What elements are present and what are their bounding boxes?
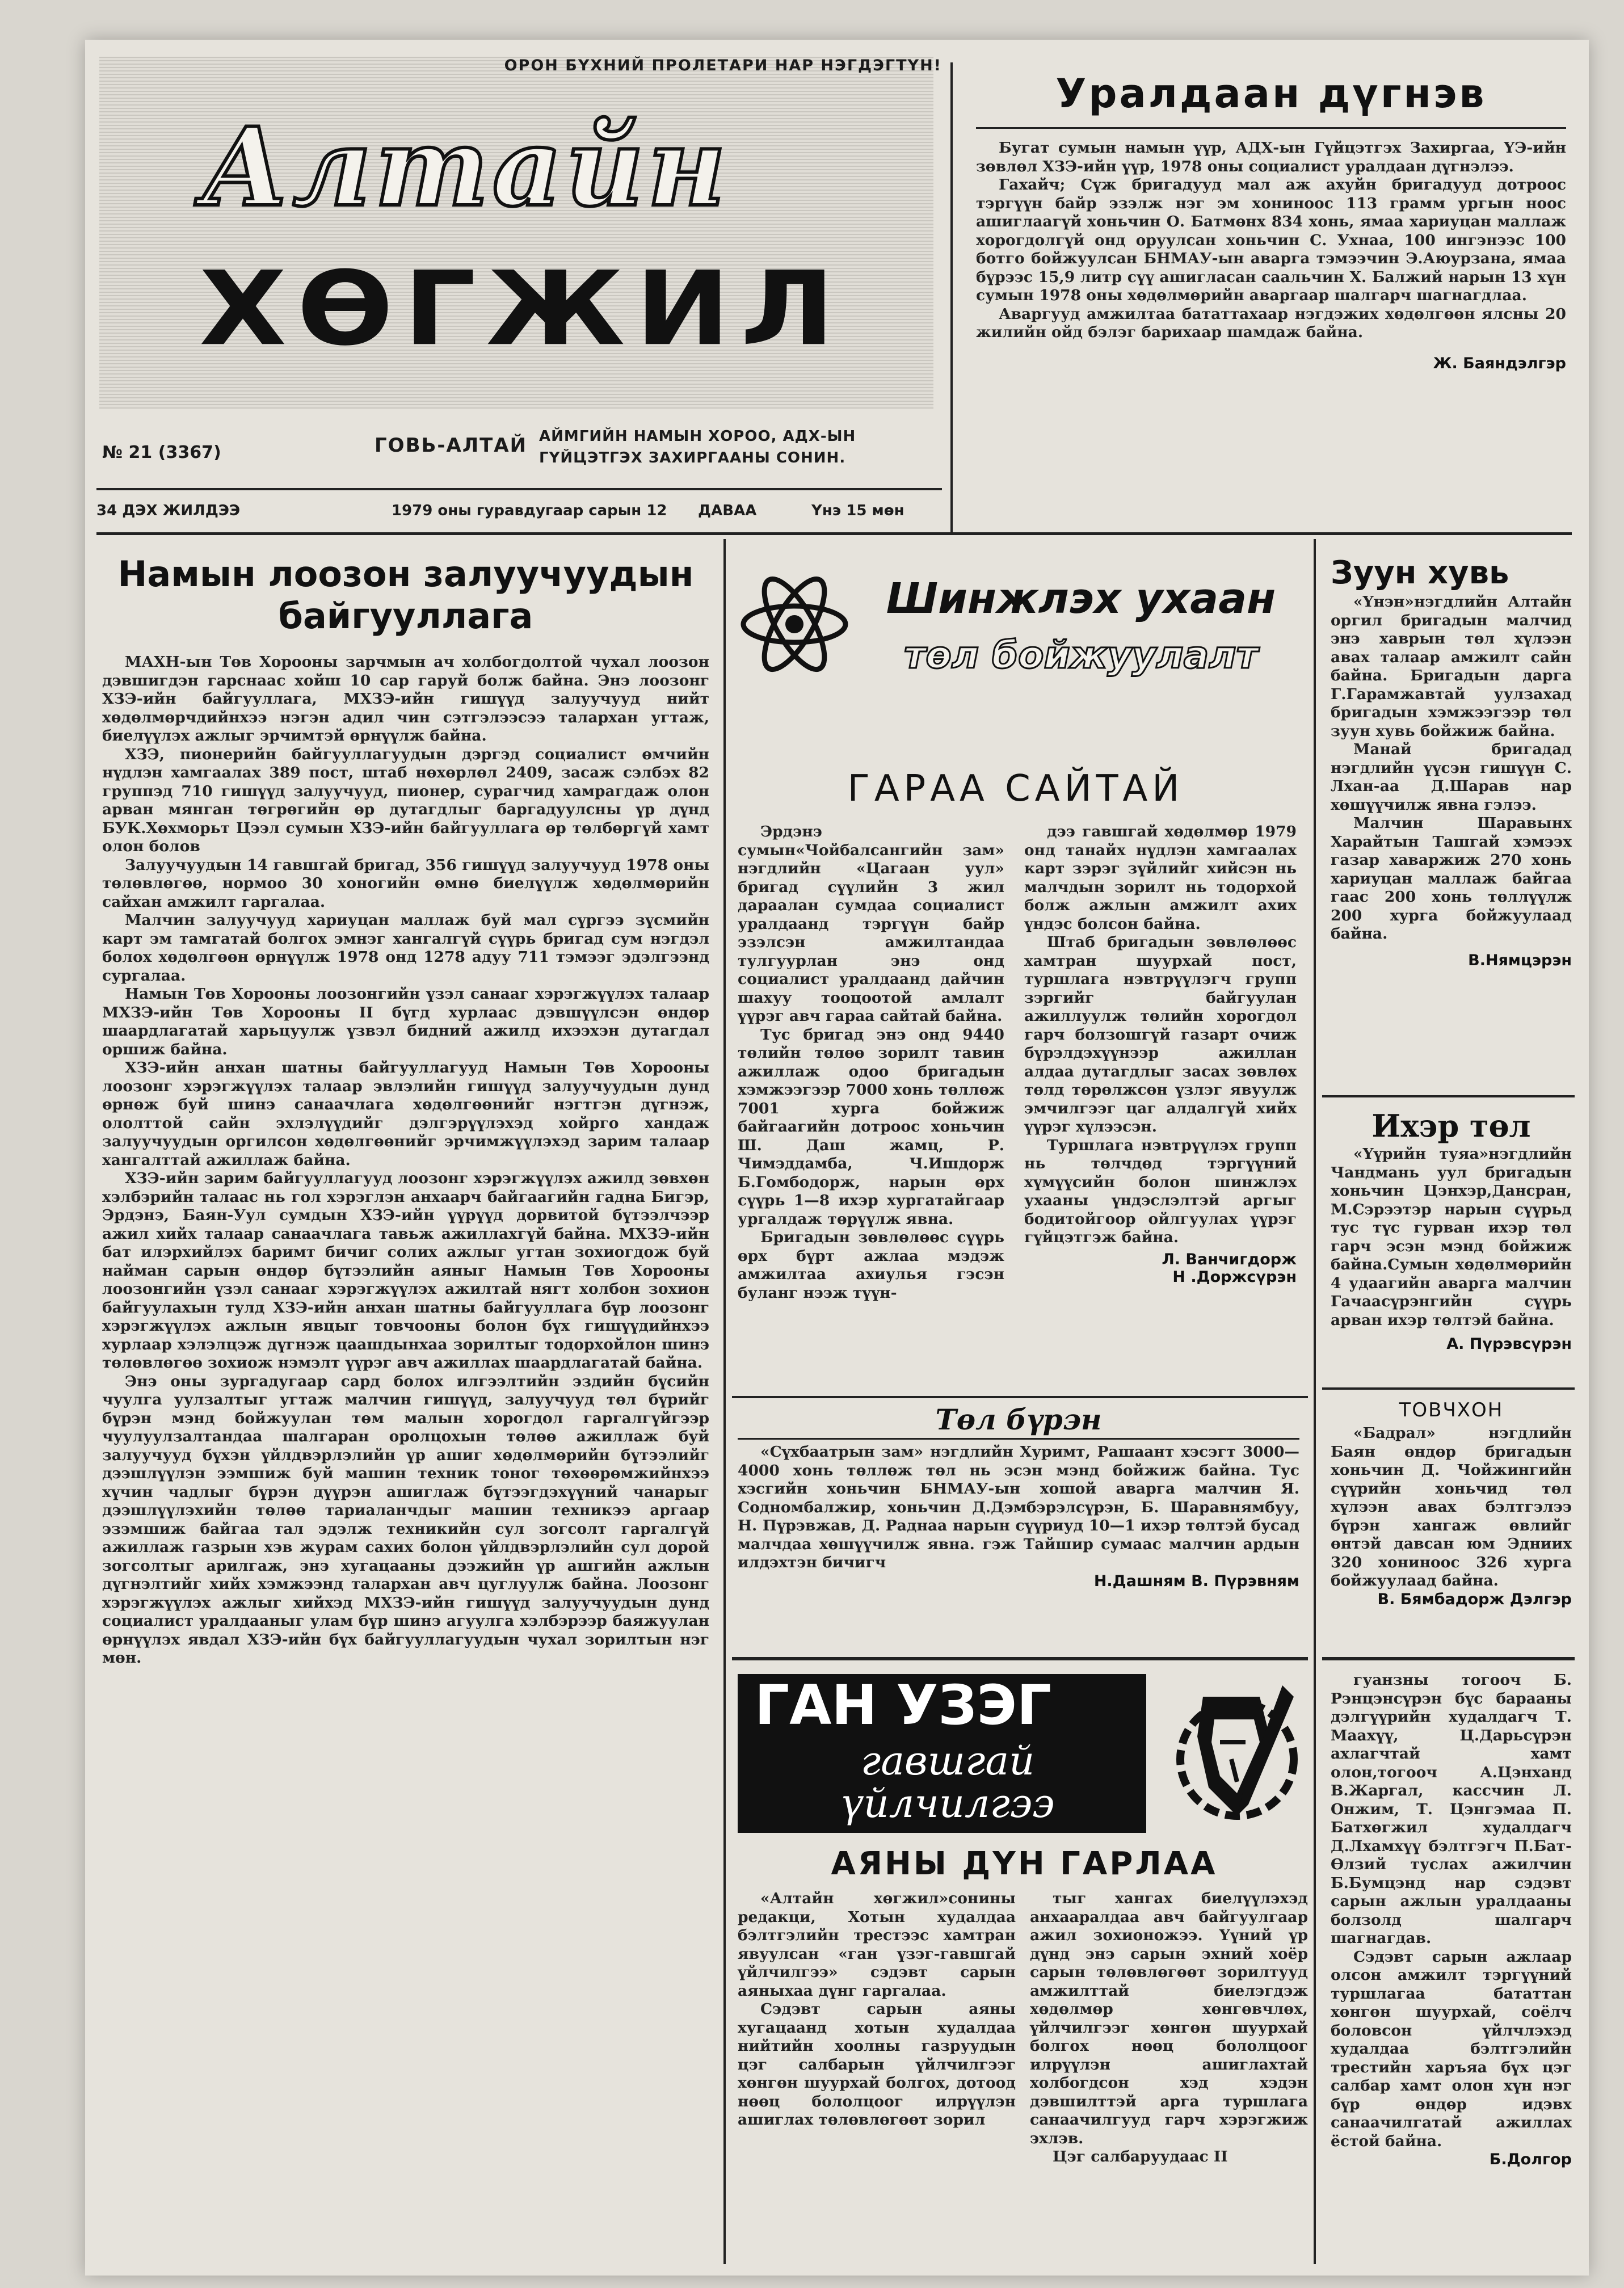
paragraph: ХЗЭ-ийн анхан шатны байгууллагууд Намын Төв Хорооны лоозонг хэрэгжүүлэх талаар эвлэлийн гишүүд залуучуудын дунд өрнөж буй шинэ санаачлага хөдөлгөөнийг нэгтгэн дүгнэж, ололттой сайн эхлэлүүдийг дэлгэрүүлэхэд хойрго хандаж залуучуудын оргилсон хөдөлгөөнийг эрчимжүүлэхэд зарим талаар хангалттай ажиллаж байна. bbox=[102, 1059, 709, 1169]
masthead-rule bbox=[96, 488, 942, 490]
signature: Н .Доржсүрэн bbox=[1172, 1268, 1297, 1286]
article-loozon bbox=[102, 553, 709, 1668]
paragraph: ХЗЭ, пионерийн байгууллагуудын дэргэд социалист өмчийн нүдлэн хамгаалах 389 пост, штаб нөхөрлөл 2409, засаж сэлбэх 82 группэд 710 гишүүд залуучууд, пионер, сурагчид хамрагдаж олон арван мянган төгрөгийн өр дутагдлыг баргадуулсны үр дүнд БУК.Хөхморьт Цээл сумын ХЗЭ-ийн байгууллага өр төлбөргүй хамт олон болов bbox=[102, 745, 709, 855]
paragraph: Эрдэнэ сумын«Чойбалсангийн зам» нэгдлийн «Цагаан уул» бригад сүүлийн 3 жил дараалан сумдаа социалист уралдаанд тэргүүн байр эзэлсэн амжилтандаа тулгуурлан энэ онд социалист уралдаанд дайчин шахуу тооцоотой амлалт үүрэг авч гараа сайтай байна. bbox=[738, 823, 1004, 1025]
paragraph: Манай бригадад нэгдлийн үүсэн гишүүн С. Лхан-аа Д.Шарав нар хөшүүчилж явна гэлээ. bbox=[1331, 741, 1572, 814]
ikher-bottom-rule bbox=[1322, 1387, 1575, 1390]
masthead-slogan: ОРОН БҮХНИЙ ПРОЛЕТАРИ НАР НЭГДЭГТҮН! bbox=[504, 57, 942, 74]
paragraph: «Алтайн хөгжил»сонины редакци, Хотын худалдаа бэлтгэлийн трестээс хамтран явуулсан «ган үзэг-гавшгай үйлчилгээ» сэдэвт сарын аяныхаа дүнг гаргалаа. bbox=[738, 1890, 1016, 2000]
article-headline-ayany: АЯНЫ ДҮН ГАРЛАА bbox=[831, 1845, 1218, 1882]
paragraph: Бугат сумын намын үүр, АДХ-ын Гүйцэтгэх Захиргаа, ҮЭ-ийн зөвлөл ХЗЭ-ийн үүр, 1978 оны социалист уралдаан дүгнэлээ. bbox=[976, 139, 1566, 175]
science-banner bbox=[738, 562, 1305, 709]
paragraph: Сэдэвт сарын ажлаар олсон амжилт тэргүүний туршлагаа бататтан хөнгөн шуурхай, соёлч боловсон үйлчлэхэд худалдаа бэлтгэлийн трестийн харъяа бүх цэг салбар хамт олон хүн нэг бүр өндөр идэвх санаачилгатай ажиллах ёстой байна. bbox=[1331, 1948, 1572, 2150]
region-name: ГОВЬ-АЛТАЙ bbox=[375, 434, 528, 457]
article-signature: Н.Дашням В. Пүрэвням bbox=[1093, 1572, 1299, 1590]
publisher-line-2: ГҮЙЦЭТГЭХ ЗАХИРГААНЫ СОНИН. bbox=[539, 449, 846, 466]
science-banner-line-1: Шинжлэх ухаан bbox=[886, 574, 1276, 623]
article-headline: Уралдаан дүгнэв bbox=[1055, 70, 1487, 117]
top-rule bbox=[96, 532, 1572, 535]
paragraph: Аваргууд амжилтаа бататтахаар нэгдэжих хөдөлгөөн ялсны 20 жилийн ойд бэлэг барихаар шамдаж байна. bbox=[976, 305, 1566, 341]
tovchon-bottom-rule bbox=[1322, 1657, 1575, 1660]
article-uraldaan bbox=[976, 62, 1566, 372]
article-tol-buren bbox=[738, 1402, 1299, 1590]
gan-column-1 bbox=[738, 1890, 1016, 2130]
paragraph: Штаб бригадын зөвлөлөөс хамтран шуурхай пост, туршлага нэвтрүүлэгч групп зэргийг байгуулан ажиллуулж төлийн хорогдол гарч болзошгүй газарт очиж бүрэлдэхүүнээр ажиллан алдаа дутагдлыг засах зөвлөх төлд төрөлжсөн үзлэг явуулж эмчилгээг цаг алдалгүй хийх үүрэг хүлээсэн. bbox=[1024, 933, 1297, 1135]
paragraph: Туршлага нэвтрүүлэх групп нь төлчдөд тэргүүний хүмүүсийн болон шинжлэх ухааны үндэслэлтэй аргыг бодитойгоор ойлгуулах үүрэг гүйцэтгэж байна. bbox=[1024, 1136, 1297, 1246]
paragraph: Малчин Шаравынх Харайтын Ташгай хэмээх газар хаваржиж 270 хонь хариуцан маллаж байгаа гаас 200 хонь төллүүлж 200 хурга бойжуулаад байна. bbox=[1331, 814, 1572, 943]
dateline-weekday: ДАВАА bbox=[698, 502, 757, 519]
gan-column-2 bbox=[1030, 1890, 1308, 2167]
paragraph: Тус бригад энэ онд 9440 төлийн төлөө зорилт тавин ажиллаж одоо бригадын хэмжээгээр 7000 хонь төллөж 7001 хурга бойжиж байгаагийн дотроос хоньчин Ш. Даш жамц, Р. Чимэддамба, Ч.Ишдорж Б.Гомбодорж, нарын өрх сүүрь 1—8 ихэр хургатайгаар ургалдаж төрүүлж явна. bbox=[738, 1025, 1004, 1228]
article-tovchon bbox=[1331, 1396, 1572, 1608]
paragraph: Цэг салбаруудаас II bbox=[1053, 2148, 1228, 2165]
dateline bbox=[96, 502, 942, 525]
article-headline: Төл бүрэн bbox=[935, 1403, 1102, 1436]
signature: Л. Ванчигдорж bbox=[1162, 1250, 1297, 1268]
science-column-2 bbox=[1024, 823, 1297, 1286]
science-banner-line-2: төл бойжуулалт bbox=[904, 633, 1258, 677]
column-divider-right bbox=[1314, 539, 1316, 2264]
paragraph: Залуучуудын 14 гавшгай бригад, 356 гишүүд залуучууд 1978 оны төлөвлөгөө, нормоо 30 хоногийн өмнө биелүүлж хөдөлмөрийн сайхан амжилт гаргалаа. bbox=[102, 856, 709, 911]
gan-column-3 bbox=[1331, 1671, 1572, 2168]
paragraph: Энэ оны зургадугаар сард болох илгээлтийн эздийн бүсийн чуулга уулзалтыг угтаж малчин гишүүд, залуучууд төл бүрийг бүрэн мэнд бойжуулан төм малын хорогдол гаргалгүйгээр чуулуулзалтандаа шалгаран оролцохын төлөө ажиллаж буй залуучууд бүхэн үйлдвэрлэлийн үр ашиг хөдөлмөрийн бүтээлийг дээшлүүлэн ээмшиж буй машин техник тоног төхөөрөмжийнхээ хүчин чадлыг бүрэн дүүрэн ашиглаж бүтээгдэхүүний чанарыг дээшлүүлэхийн төлөө тариаланчдыг машин техникээ аргаар эзэмшиж байгаа тал эдэлж техникийн сул зогсолт гаргалгүй ажиллаж газрын хэв журам сахих болон үйлдвэрлэлийн сул дорой зогсолтыг арилгаж, энэ хугацааны дээжийн үр ашгийн ажлын дүгнэлтийг хийх хэмжээнд талархан авч цуглуулж байна. Лоозонг хэрэгжүүлэх ажлыг хийхэд МХЗЭ-ийн гишүүд залуучуудын дунд социалист уралдааныг улам бүр шинэ агуулга хэлбэрээр баяжуулан өрнүүлэх явдал ХЗЭ-ийн бүх байгууллагуудын чухал зорилтын нэг мөн. bbox=[102, 1372, 709, 1667]
article-headline: ТОВЧХОН bbox=[1399, 1399, 1504, 1421]
zuun-bottom-rule bbox=[1322, 1095, 1575, 1097]
article-headline-garaa: ГАРАА САЙТАЙ bbox=[847, 768, 1184, 810]
headline-rule bbox=[738, 1438, 1299, 1440]
science-bottom-rule bbox=[732, 1396, 1308, 1398]
article-headline: Зуун хувь bbox=[1331, 554, 1509, 591]
paragraph: тыг хангах биелүүлэхэд анхааралдаа авч байгуулгаар ажил зохионожээ. Үүний үр дүнд энэ сарын эхний хоёр сарын төлөвлөгөөт зорилтууд амжилттай биелэгдэж хөдөлмөр хөнгөвчлөх, үйлчилгээг хөнгөн шуурхай болгох нөөц бололцоог илрүүлэн ашиглахтай холбогдсон хэд хэдэн дэвшилттэй арга туршлага санаачилгууд гарч хэрэгжиж эхлэв. bbox=[1030, 1890, 1308, 2147]
article-signature: Ж. Баяндэлгэр bbox=[1433, 354, 1566, 372]
masthead-title-block: ХӨГЖИЛ bbox=[199, 249, 845, 369]
article-signature: В.Нямцэрэн bbox=[1468, 951, 1572, 969]
paragraph: Намын Төв Хорооны лоозонгийн үзэл санааг хэрэгжүүлэх талаар МХЗЭ-ийн Төв Хорооны II бүгд хурлаас дэвшүүлсэн өндөр шаардлагатай харьцуулж үзвэл бидний ажилд ихээхэн дутагдал оршиж байна. bbox=[102, 985, 709, 1058]
pen-gear-illustration-icon bbox=[1152, 1674, 1305, 1833]
dateline-year: 34 ДЭХ ЖИЛДЭЭ bbox=[96, 502, 241, 519]
paragraph: «Сүхбаатрын зам» нэгдлийн Хуримт, Рашаант хэсэгт 3000—4000 хонь төллөж төл нь эсэн мэнд бойжиж байна. Тус хэсгийн хоньчин БНМАУ-ын хошой аварга малчин Я. Содномбалжир, хоньчин Д.Дэмбэрэлсүрэн, Б. Шаравнямбуу, Н. Пүрэвжав, Д. Раднаа нарын сүүриуд 10—1 ихэр төлтэй бусад малчдаа хөшүүчилж явна. гэж Тайшир сумаас малчин ардын илдэхтэн бичигч bbox=[738, 1443, 1299, 1571]
paragraph: Сэдэвт сарын аяны хугацаанд хотын худалдаа нийтийн хоолны газруудын цэг салбарын үйлчилгээг хөнгөн шуурхай болгох, дотоод нөөц бололцоог илрүүлэн ашиглах төлөвлөгөөт зорил bbox=[738, 2000, 1016, 2129]
science-column-1 bbox=[738, 823, 1004, 1302]
paragraph: МАХН-ын Төв Хорооны зарчмын ач холбогдолтой чухал лоозон дэвшигдэн гарснаас хойш 10 сар гаруй болж байна. Энэ лоозонг ХЗЭ-ийн байгууллага, МХЗЭ-ийн гишүүд залуучууд нийт хөдөлмөрчдийнхээ нэгэн адил чин сэтгэлээсээ талархан угтаж, биелүүлэх ажлыг эрчимтэй өрнүүлж байна. bbox=[102, 653, 709, 745]
paragraph: «Бадрал» нэгдлийн Баян өндөр бригадын хоньчин Д. Чойжингийн сүүрийн хоньчид төл хүлээн авах бэлтгэлээ бүрэн хангаж өвлийг өнтэй давсан юм Эдниих 320 хониноос 326 хурга бойжуулаад байна. bbox=[1331, 1424, 1572, 1589]
paragraph: дээ гавшгай хөдөлмөр 1979 онд танайх нүдлэн хамгаалах карт зэрэг зүйлийг хийсэн нь малчдын зорилт нь тодорхой болж ажлын амжилт ахих үндэс болсон байна. bbox=[1024, 823, 1297, 933]
article-signature: В. Бямбадорж Дэлгэр bbox=[1377, 1590, 1572, 1608]
article-headline: Ихэр төл bbox=[1371, 1108, 1531, 1144]
newspaper-page bbox=[85, 40, 1589, 2276]
article-headline: Намын лоозон залуучуудын байгууллага bbox=[117, 553, 694, 637]
dateline-price: Үнэ 15 мөн bbox=[811, 502, 904, 519]
atom-icon bbox=[738, 567, 851, 681]
gan-uzeg-banner-line-1: ГАН УЗЭГ bbox=[755, 1673, 1052, 1737]
article-signature: А. Пүрэвсүрэн bbox=[1446, 1335, 1572, 1353]
dateline-date: 1979 оны гуравдугаар сарын 12 bbox=[392, 502, 667, 519]
gan-uzeg-banner-line-2: гавшгай bbox=[860, 1738, 1035, 1784]
gan-uzeg-banner bbox=[738, 1674, 1146, 1833]
paragraph: гуанзны тогооч Б. Рэнцэнсүрэн бүс барааны дэлгүүрийн худалдагч Т. Маахүү, Ц.Дарьсүрэн ахлагчтай хамт олон,тогооч А.Цэнханд В.Жаргал, кассчин Л. Онжим, Т. Цэнгэмаа П. Батхөгжил худалдагч Д.Лхамхүү бэлтгэгч П.Бат-Өлзий туслах ажилчин Б.Бумцэнд нар сэдэвт сарын ажлын уралдааны болзолд шалгарч шагнагдав. bbox=[1331, 1671, 1572, 1947]
article-signature: Б.Долгор bbox=[1489, 2151, 1572, 2168]
paragraph: «Үнэн»нэгдлийн Алтайн оргил бригадын малчид энэ хаврын төл хүлээн авах талаар амжилт сайн байна. Бригадын дарга Г.Гарамжавтай уулзахад бригадын хэмжээгээр төл зуун хувь бойжиж байна. bbox=[1331, 593, 1572, 740]
headline-rule bbox=[976, 127, 1566, 129]
paragraph: Гахайч; Сүж бригадууд мал аж ахуйн бригадууд дотроос тэргүүн байр эзэлж нэг эм хониноос 113 грамм ургын ноос ашиглаагүй хоньчин О. Батмөнх 834 хонь, ямаа хариуцан маллаж хорогдолгүй онд оруулсан хоньчин С. Ухнаа, 100 ингэнээс 100 ботго бойжуулсан БНМАУ-ын аварга тэмээчин Э.Аюурзана, ямаа бүрээс 15,9 литр сүү ашигласан саальчин Х. Балжий нарын 13 хүн сумын 1978 оны хөдөлмөрийн аваргаар шалгарч шагнагдлаа. bbox=[976, 176, 1566, 304]
tol-buren-bottom-rule bbox=[732, 1657, 1308, 1660]
publisher-info bbox=[539, 426, 936, 469]
paragraph: Малчин залуучууд хариуцан маллаж буй мал сүргээ зүсмийн карт эм тамгатай болгох эмнэг хангалгүй сүүрь бригад сум нэгдэл болох хөдөлгөөн өрнүүлж 1978 онд 1278 адуу 711 тэмээг эдэлгээнд сургалаа. bbox=[102, 911, 709, 985]
gan-uzeg-banner-line-3: үйлчилгээ bbox=[840, 1780, 1055, 1827]
issue-number: № 21 (3367) bbox=[102, 443, 221, 462]
article-zuun-huv bbox=[1331, 553, 1572, 969]
masthead-divider bbox=[950, 62, 953, 533]
paragraph: «Үүрийн туяа»нэгдлийн Чандмань уул бригадын хоньчин Цэнхэр,Дансран, М.Сэрээтэр нарын сүүрьд тус түс гурван ихэр төл гарч эсэн мэнд бойжиж байна.Сумын хөдөлмөрийн 4 удаагийн аварга малчин Гачаасүрэнгийн сүүрь арван ихэр төлтэй байна. bbox=[1331, 1145, 1572, 1329]
paragraph: ХЗЭ-ийн зарим байгууллагууд лоозонг хэрэгжүүлэх ажилд зөвхөн хэлбэрийн талаас нь гол хэрэглэн анхаарч байгаагийн гадна Бигэр, Эрдэнэ, Баян-Уул сумдын ХЗЭ-ийн үүрүүд дорвитой бүтээлчээр ажил хийх талаар санаачлага тавьж ажиллахгүй байна. МХЗЭ-ийн бат илэрхийлэх баримт бичиг солих ажлыг угтан зохиогдож буй найман сарын өндөр бүтээлийн аяныг Намын Төв Хорооны лоозонгийн үзэл санааг хэрэгжүүлэх ажилтай нягт холбон зохион байгуулахын тулд ХЗЭ-ийн анхан шатны байгууллага бүр лоозонг хэрэгжүүлэх ажлын явцыг товчооны болон бүх гишүүдийнхээ хурлаар хэлэлцэж дүгнэж цаашдынхаа зорилтыг тодорхойлон шинэ төлөвлөгөө зохиож нэмэлт үүрэг авч ажиллах шаардлагатай байна. bbox=[102, 1170, 709, 1372]
paragraph: Бригадын зөвлөлөөс сүүрь өрх бүрт ажлаа мэдэж амжилтаа ахиулья гэсэн буланг нээж түүн- bbox=[738, 1229, 1004, 1302]
masthead-title-script: Алтайн bbox=[201, 104, 730, 230]
column-divider-left bbox=[723, 539, 726, 2264]
publisher-line-1: АЙМГИЙН НАМЫН ХОРОО, АДХ-ЫН bbox=[539, 428, 856, 445]
article-ikher-tol bbox=[1331, 1107, 1572, 1353]
